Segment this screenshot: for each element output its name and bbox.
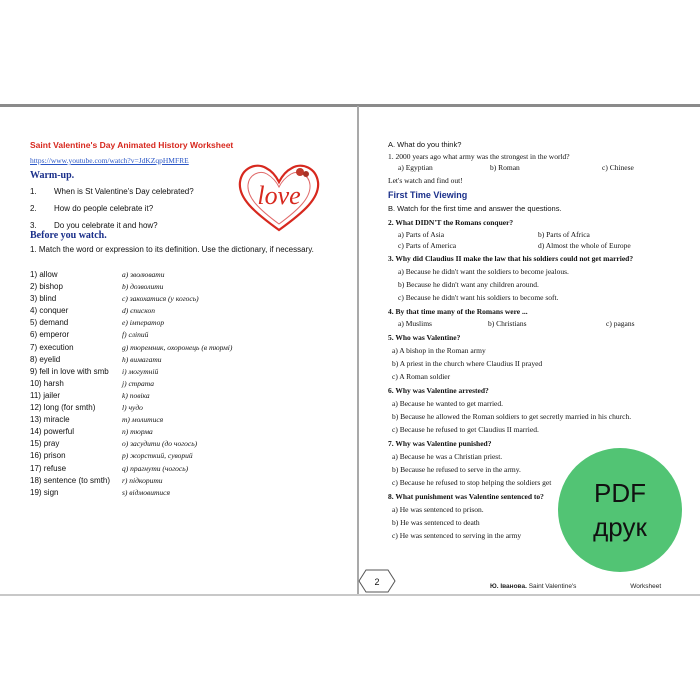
match-word: 12) long (for smth)	[30, 403, 96, 413]
answer-option: a) Egyptian	[398, 163, 433, 172]
answer-option: b) Parts of Africa	[538, 230, 590, 239]
answer-option: a) A bishop in the Roman army	[392, 346, 486, 355]
question-text: 8. What punishment was Valentine sentenced to?	[388, 492, 544, 501]
question-text: 7. Why was Valentine punished?	[388, 439, 492, 448]
pdf-print-badge[interactable]	[558, 448, 682, 572]
match-row	[30, 451, 350, 463]
question-number: 2.	[30, 204, 37, 213]
match-word: 14) powerful	[30, 427, 75, 437]
match-word: 4) conquer	[30, 306, 69, 316]
answer-option: b) He was sentenced to death	[392, 518, 480, 527]
video-link[interactable]: https://www.youtube.com/watch?v=JdKZqpHMFRE	[30, 156, 189, 165]
answer-option: d) Almost the whole of Europe	[538, 241, 631, 250]
section-a-heading: A. What do you think?	[388, 140, 462, 149]
match-row	[30, 282, 350, 294]
match-row	[30, 427, 350, 439]
answer-option: a) Because he wanted to get married.	[392, 399, 503, 408]
answer-option: c) Because he refused to get Claudius II married.	[392, 425, 539, 434]
match-word: 6) emperor	[30, 330, 70, 340]
answer-option: b) Because he didn't want any children around.	[398, 280, 539, 289]
answer-option: c) Because he refused to stop helping the soldiers get	[392, 478, 552, 487]
bottom-divider	[0, 594, 700, 596]
badge-print-label: друк	[593, 512, 647, 542]
love-heart-image	[234, 160, 324, 234]
footer-author: Ю. Іванова.	[490, 583, 527, 590]
match-definition: s) відмовитися	[122, 487, 170, 497]
match-definition: e) імператор	[122, 318, 165, 328]
question-text: 4. By that time many of the Romans were ...	[388, 307, 528, 316]
match-definition: m) молитися	[122, 415, 164, 425]
section-b-instruction: B. Watch for the first time and answer the questions.	[388, 204, 562, 213]
match-row	[30, 270, 350, 282]
match-definition: q) прагнути (чогось)	[122, 463, 189, 473]
answer-option: c) Chinese	[602, 163, 634, 172]
answer-option: a) Because he was a Christian priest.	[392, 452, 503, 461]
match-word: 18) sentence (to smth)	[30, 475, 111, 485]
before-heading: Before you watch.	[30, 230, 107, 241]
warmup-question	[30, 221, 158, 230]
match-row	[30, 439, 350, 451]
match-definition: c) закохатися (у когось)	[122, 294, 199, 304]
question-text: 1. 2000 years ago what army was the strongest in the world?	[388, 152, 570, 161]
first-time-heading: First Time Viewing	[388, 190, 468, 200]
question-number: 1.	[30, 187, 37, 196]
match-word: 11) jailer	[30, 390, 61, 400]
match-row	[30, 355, 350, 367]
match-row	[30, 391, 350, 403]
answer-option: c) Parts of America	[398, 241, 457, 250]
match-row	[30, 379, 350, 391]
match-word: 5) demand	[30, 318, 69, 328]
match-definition: k) повіка	[122, 390, 150, 400]
match-definition: f) сліпий	[122, 330, 149, 340]
match-word: 1) allow	[30, 270, 58, 279]
answer-option: a) Because he didn't want the soldiers to become jealous.	[398, 267, 569, 276]
answer-option: a) Muslims	[398, 319, 432, 328]
page-number-hexagon	[358, 569, 396, 593]
match-definition: g) тюремник, охоронець (в тюрмі)	[122, 342, 233, 352]
match-row	[30, 318, 350, 330]
match-row	[30, 306, 350, 318]
match-row	[30, 367, 350, 379]
answer-option: a) Parts of Asia	[398, 230, 445, 239]
warmup-question	[30, 187, 194, 196]
question-text: How do people celebrate it?	[54, 204, 154, 213]
answer-option: c) A Roman soldier	[392, 372, 451, 381]
match-word: 16) prison	[30, 451, 66, 461]
match-definition: o) засудити (до чогось)	[122, 439, 198, 449]
match-definition: n) тюрма	[122, 427, 153, 437]
warmup-question	[30, 204, 153, 213]
match-word: 13) miracle	[30, 415, 70, 425]
page-number: 2	[374, 577, 380, 587]
answer-option: b) Because he allowed the Roman soldiers to get secretly married in his church.	[392, 412, 632, 421]
page-divider	[357, 106, 359, 596]
match-row	[30, 343, 350, 355]
match-row	[30, 488, 350, 500]
match-row	[30, 294, 350, 306]
footer-title: Saint Valentine's	[528, 583, 577, 590]
match-word: 8) eyelid	[30, 354, 61, 364]
answer-option: c) Because he didn't want his soldiers to become soft.	[398, 293, 559, 302]
question-number: 3.	[30, 221, 37, 230]
match-definition: i) могутній	[122, 366, 159, 376]
answer-option: b) Because he refused to serve in the army.	[392, 465, 521, 474]
match-definition: p) жорсткий, суворий	[122, 451, 193, 461]
love-text: love	[257, 181, 301, 210]
match-row	[30, 403, 350, 415]
question-text: 3. Why did Claudius II make the law that his soldiers could not get married?	[388, 254, 634, 263]
match-word: 15) pray	[30, 439, 60, 449]
match-definition: l) чудо	[122, 403, 143, 413]
question-text: 5. Who was Valentine?	[388, 333, 461, 342]
question-text: When is St Valentine's Day celebrated?	[54, 187, 194, 196]
match-word: 17) refuse	[30, 463, 67, 473]
match-word: 10) harsh	[30, 378, 64, 388]
footer-end: Worksheet	[630, 583, 662, 590]
question-text: Do you celebrate it and how?	[54, 221, 158, 230]
answer-option: c) He was sentenced to serving in the army	[392, 531, 522, 540]
match-row	[30, 464, 350, 476]
top-divider	[0, 104, 700, 107]
match-word: 3) blind	[30, 294, 57, 304]
match-word: 2) bishop	[30, 282, 63, 292]
match-definition: b) дозволити	[122, 282, 164, 292]
warmup-heading: Warm-up.	[30, 170, 75, 181]
match-row	[30, 415, 350, 427]
answer-option: c) pagans	[606, 319, 635, 328]
worksheet-title: Saint Valentine's Day Animated History Worksheet	[30, 140, 234, 150]
answer-option: b) Christians	[488, 319, 527, 328]
match-definition: d) єпископ	[122, 306, 155, 316]
watch-note: Let's watch and find out!	[388, 176, 463, 185]
match-list	[30, 270, 350, 500]
match-word: 7) execution	[30, 342, 74, 352]
answer-option: b) A priest in the church where Claudius II prayed	[392, 359, 543, 368]
answer-option: b) Roman	[490, 163, 520, 172]
question-text: 6. Why was Valentine arrested?	[388, 386, 489, 395]
match-instruction: 1. Match the word or expression to its definition. Use the dictionary, if necessary.	[30, 245, 314, 254]
match-definition: a) зволювати	[122, 270, 165, 279]
match-row	[30, 330, 350, 342]
match-definition: h) вимагати	[122, 354, 162, 364]
match-word: 9) fell in love with smb	[30, 366, 109, 376]
question-text: 2. What DIDN'T the Romans conquer?	[388, 218, 514, 227]
match-definition: j) страта	[122, 378, 154, 388]
match-word: 19) sign	[30, 487, 59, 497]
match-definition: r) підкорити	[122, 475, 163, 485]
badge-pdf-label: PDF	[594, 478, 646, 508]
answer-option: a) He was sentenced to prison.	[392, 505, 484, 514]
match-row	[30, 476, 350, 488]
page-footer	[490, 583, 661, 590]
